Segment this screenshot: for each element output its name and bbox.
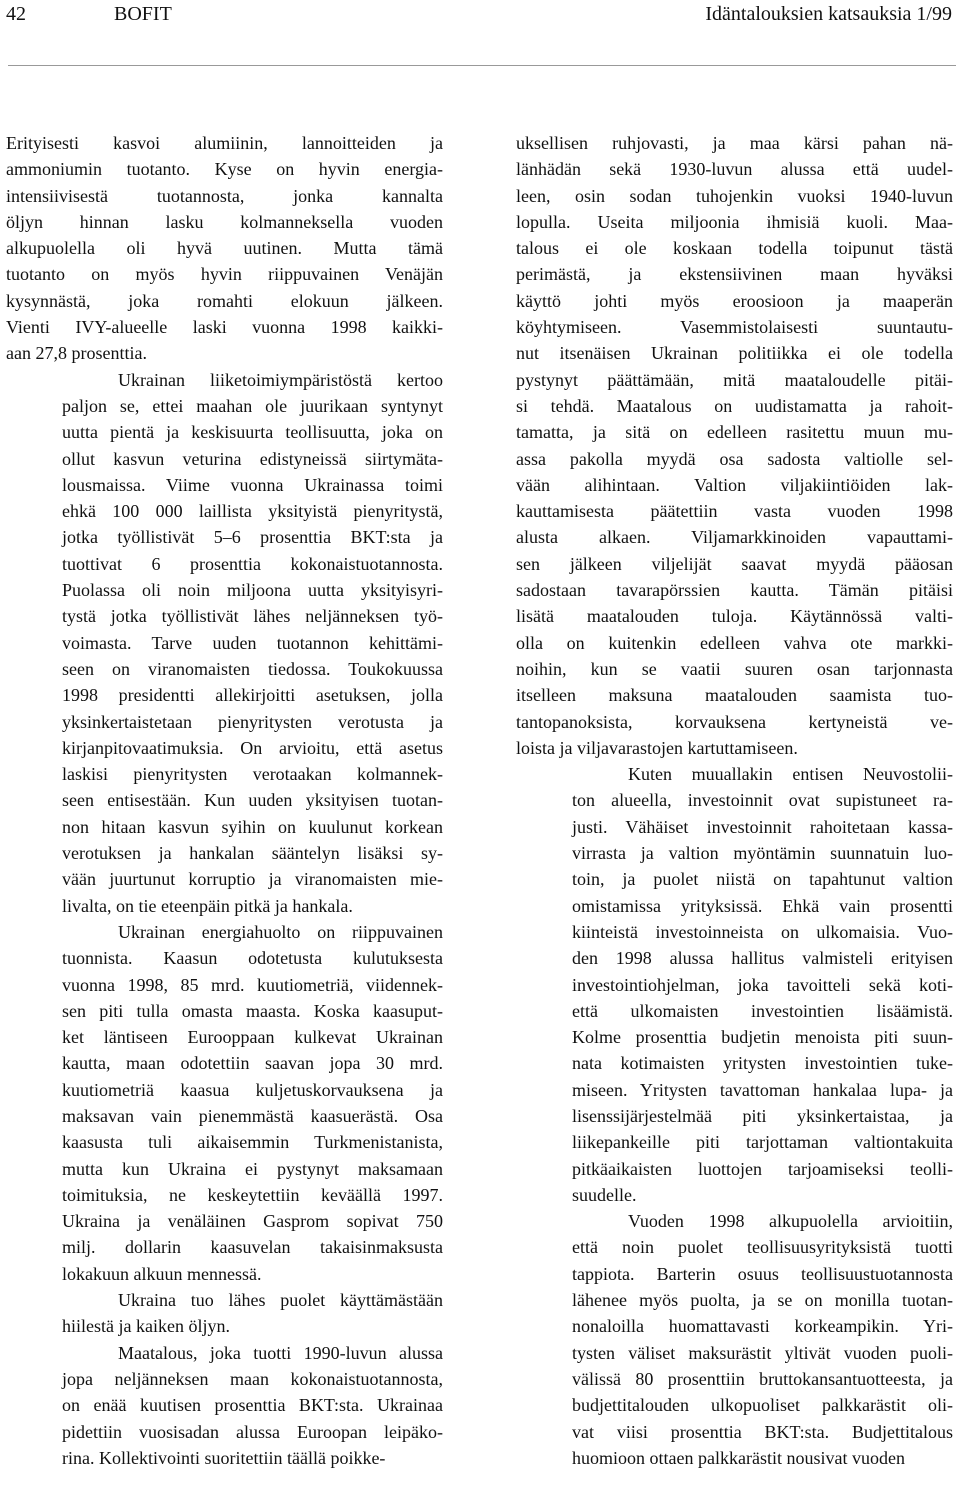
paragraph xyxy=(6,1340,443,1471)
text-line: jotka työllistivät 5–6 prosenttia BKT:sta ja xyxy=(62,527,443,548)
text-line: lähenee myös puolta, ja se on monilla tuotan- xyxy=(572,1290,953,1311)
header-rule xyxy=(8,65,956,66)
text-line: justi. Vähäiset investoinnit rahoitetaan kassa- xyxy=(572,816,953,837)
series-title: Idäntalouksien katsauksia 1/99 xyxy=(705,3,952,25)
text-line: 1998 presidentti allekirjoitti asetuksen, jolla xyxy=(62,685,443,706)
text-line: verotuksen ja hankalan sääntelyn lisäksi sy- xyxy=(62,843,443,864)
paragraph xyxy=(6,130,443,367)
paragraph xyxy=(6,367,443,919)
text-line: liikepankeille piti tarjottaman valtiontakuita xyxy=(572,1132,953,1153)
text-line: Vuoden 1998 alkupuolella arvioitiin, xyxy=(628,1211,953,1232)
running-header xyxy=(0,0,960,36)
text-line: budjettitalouden ulkopuoliset palkkarästit oli- xyxy=(572,1395,953,1416)
text-line: sen piti tulla omasta maasta. Koska kaasuput- xyxy=(62,1000,443,1021)
text-line: länhädän sekä 1930-luvun alussa että uudel- xyxy=(516,159,953,180)
text-line: tysten väliset maksurästit yltivät vuoden puoli- xyxy=(572,1342,953,1363)
text-line: Ukrainan liiketoimiympäristöstä kertoo xyxy=(118,369,443,390)
text-line: tuottivat 6 prosenttia kokonaistuotannosta. xyxy=(62,553,443,574)
text-line: Vienti IVY-alueelle laski vuonna 1998 kaikki- xyxy=(6,317,443,338)
text-line: lokakuun alkuun mennessä. xyxy=(62,1263,262,1284)
text-line: pidettiin vuosisadan alussa Euroopan leipäko- xyxy=(62,1421,443,1442)
text-line: lisätä maatalouden tuloja. Käytännössä valti- xyxy=(516,606,953,627)
text-line: tamatta, ja sitä on edelleen rasitettu muun mu- xyxy=(516,422,953,443)
text-line: miseen. Yritysten tavattoman hankalaa lupa- ja xyxy=(572,1079,953,1100)
text-line: pystynyt päättämään, mitä maataloudelle pitäi- xyxy=(516,369,953,390)
text-line: suudelle. xyxy=(572,1184,637,1205)
text-line: Ukraina ja venäläinen Gasprom sopivat 750 xyxy=(62,1211,443,1232)
text-line: alkupuolella oli hyvä uutinen. Mutta tämä xyxy=(6,238,443,259)
text-line: non hitaan kasvun syihin on kuulunut korkean xyxy=(62,816,443,837)
right-column xyxy=(516,130,953,1471)
text-line: livalta, on tie eteenpäin pitkä ja hankala. xyxy=(62,895,353,916)
text-line: seen on viranomaisten tiedossa. Toukokuussa xyxy=(62,658,443,679)
text-line: rina. Kollektivointi suoritettiin täällä poikke- xyxy=(62,1447,386,1468)
text-line: kiinteistä investoinneista on ulkomaisia. Vuo- xyxy=(572,921,953,942)
text-line: nonaloilla huomattavasti korkeampikin. Yri- xyxy=(572,1316,953,1337)
text-line: leen, osin sodan tuhojenkin vuoksi 1940-luvun xyxy=(516,185,953,206)
text-line: yksinkertaistetaan pienyritysten verotusta ja xyxy=(62,711,443,732)
text-line: olla on kuitenkin edelleen vahva ote markki- xyxy=(516,632,953,653)
text-line: itselleen maksuna maatalouden saamista tuo- xyxy=(516,685,953,706)
text-line: sadostaan tavarapörssien kautta. Tämän pitäisi xyxy=(516,580,953,601)
text-line: lisenssijärjestelmää piti yksinkertaistaa, ja xyxy=(572,1105,953,1126)
text-line: on enää kuutisen prosenttia BKT:sta. Ukrainaa xyxy=(62,1395,443,1416)
text-line: kauttamisesta päätettiin vasta vuoden 1998 xyxy=(516,501,953,522)
text-line: ehkä 100 000 laillista yksityistä pienyritystä, xyxy=(62,501,443,522)
text-line: Ukrainan energiahuolto on riippuvainen xyxy=(118,921,443,942)
text-line: lopulla. Useita miljoonia ihmisiä kuoli. Maa- xyxy=(516,211,953,232)
text-line: jopa neljänneksen maan kokonaistuotannosta, xyxy=(62,1368,443,1389)
text-line: tystä jotka työllistivät lähes neljänneksen työ- xyxy=(62,606,443,627)
paragraph xyxy=(6,919,443,1287)
text-line: öljyn hinnan lasku kolmanneksella vuoden xyxy=(6,211,443,232)
text-line: Kolme prosenttia budjetin menoista piti suun- xyxy=(572,1027,953,1048)
text-line: nata kotimaisten yritysten investointien tuke- xyxy=(572,1053,953,1074)
text-line: si tehdä. Maatalous on uudistamatta ja rahoit- xyxy=(516,395,953,416)
text-line: kautta, maan odotettiin saavan jopa 30 mrd. xyxy=(62,1053,443,1074)
text-line: vuonna 1998, 85 mrd. kuutiometriä, viidennek- xyxy=(62,974,443,995)
text-line: tuotanto on myös hyvin riippuvainen Venäjän xyxy=(6,264,443,285)
text-line: loista ja viljavarastojen kartuttamiseen. xyxy=(516,737,798,758)
text-line: köyhtymiseen. Vasemmistolaisesti suuntautu- xyxy=(516,317,953,338)
text-line: seen entisestään. Kun uuden yksityisen tuotan- xyxy=(62,790,443,811)
text-line: paljon se, ettei maahan ole juurikaan syntynyt xyxy=(62,395,443,416)
text-line: maksavan vain pienemmästä kaasuerästä. Osa xyxy=(62,1105,443,1126)
paragraph xyxy=(516,761,953,1208)
text-line: kysynnästä, joka romahti elokuun jälkeen. xyxy=(6,290,443,311)
text-line: Puolassa oli noin miljoona uutta yksityisyri- xyxy=(62,580,443,601)
text-line: Ukraina tuo lähes puolet käyttämästään xyxy=(118,1290,443,1311)
text-line: noihin, kun se vaatii suuren osan tarjonnasta xyxy=(516,658,953,679)
text-line: lousmaissa. Viime vuonna Ukrainassa toimi xyxy=(62,474,443,495)
text-line: pitkäaikaisten luottojen tarjoamiseksi teolli- xyxy=(572,1158,953,1179)
text-line: uksellisen ruhjovasti, ja maa kärsi pahan nä- xyxy=(516,133,953,153)
text-line: huomioon ottaen palkkarästit nousivat vuoden xyxy=(572,1447,905,1468)
text-line: välissä 80 prosenttiin bruttokansantuotteesta, ja xyxy=(572,1368,953,1389)
text-line: alusta alkaen. Viljamarkkinoiden vapauttami- xyxy=(516,527,953,548)
text-line: uutta pientä ja keskisuurta teollisuutta, joka on xyxy=(62,422,443,443)
text-line: ton alueella, investoinnit ovat supistuneet ra- xyxy=(572,790,953,811)
text-line: ket läntiseen Eurooppaan kulkevat Ukrainan xyxy=(62,1027,443,1048)
text-line: vään alihintaan. Valtion viljakiintiöiden lak- xyxy=(516,474,953,495)
text-line: Kuten muuallakin entisen Neuvostolii- xyxy=(628,764,953,785)
left-column xyxy=(6,130,443,1471)
text-line: milj. dollarin kaasuvelan takaisinmaksusta xyxy=(62,1237,443,1258)
text-line: investointiohjelman, joka tavoitteli sekä koti- xyxy=(572,974,953,995)
text-line: vat viisi prosenttia BKT:sta. Budjettitalous xyxy=(572,1421,953,1442)
text-line: den 1998 alussa hallitus valmisteli erityisen xyxy=(572,948,953,969)
text-line: nut itsenäisen Ukrainan politiikka ei ole todella xyxy=(516,343,953,364)
text-line: tappiota. Barterin osuus teollisuustuotannosta xyxy=(572,1263,953,1284)
text-line: talous ei ole koskaan todella toipunut tästä xyxy=(516,238,953,259)
text-line: sen jälkeen viljelijät saavat myydä pääosan xyxy=(516,553,953,574)
text-line: kaasusta tuli aikaisemmin Turkmenistanista, xyxy=(62,1132,443,1153)
text-line: että ulkomaisten investointien lisäämistä. xyxy=(572,1000,953,1021)
journal-name: BOFIT xyxy=(114,3,172,25)
text-line: intensiivisestä tuotannosta, jonka kannalta xyxy=(6,185,443,206)
text-line: virrasta ja valtion myöntämin suunnatuin luo- xyxy=(572,843,953,864)
text-line: kirjanpitovaatimuksia. On arvioitu, että asetus xyxy=(62,737,443,758)
text-line: Maatalous, joka tuotti 1990-luvun alussa xyxy=(118,1342,443,1363)
text-line: voimasta. Tarve uuden tuotannon kehittämi- xyxy=(62,632,443,653)
text-line: kuutiometriä kaasua kuljetuskorvauksena ja xyxy=(62,1079,443,1100)
text-line: tantopanoksista, korvauksena kertyneistä ve- xyxy=(516,711,953,732)
text-line: laskisi pienyritysten verotaakan kolmannek- xyxy=(62,764,443,785)
text-line: aan 27,8 prosenttia. xyxy=(6,343,147,364)
text-line: hiilestä ja kaiken öljyn. xyxy=(62,1316,230,1337)
text-line: omistamissa yrityksissä. Ehkä vain prosentti xyxy=(572,895,953,916)
text-line: toin, ja puolet niistä on tapahtunut valtion xyxy=(572,869,953,890)
paragraph xyxy=(516,130,953,761)
paragraph xyxy=(6,1287,443,1340)
text-line: toimituksia, ne keskeytettiin keväällä 1997. xyxy=(62,1184,443,1205)
text-line: ammoniumin tuotanto. Kyse on hyvin energia- xyxy=(6,159,443,180)
text-line: käyttö johti myös eroosioon ja maaperän xyxy=(516,290,953,311)
text-line: vään juurtunut korruptio ja viranomaisten mie- xyxy=(62,869,443,890)
page-number: 42 xyxy=(6,3,26,25)
text-line: tuonnista. Kaasun odotetusta kulutuksesta xyxy=(62,948,443,969)
text-line: mutta kun Ukraina ei pystynyt maksamaan xyxy=(62,1158,443,1179)
text-line: assa pakolla myydä osa sadosta valtiolle sel- xyxy=(516,448,953,469)
text-line: Erityisesti kasvoi alumiinin, lannoitteiden ja xyxy=(6,133,443,153)
paragraph xyxy=(516,1208,953,1471)
text-line: että noin puolet teollisuusyrityksistä tuotti xyxy=(572,1237,953,1258)
text-line: perimästä, ja ekstensiivinen maan hyväksi xyxy=(516,264,953,285)
text-line: ollut kasvun veturina edistyneissä siirtymäta- xyxy=(62,448,443,469)
